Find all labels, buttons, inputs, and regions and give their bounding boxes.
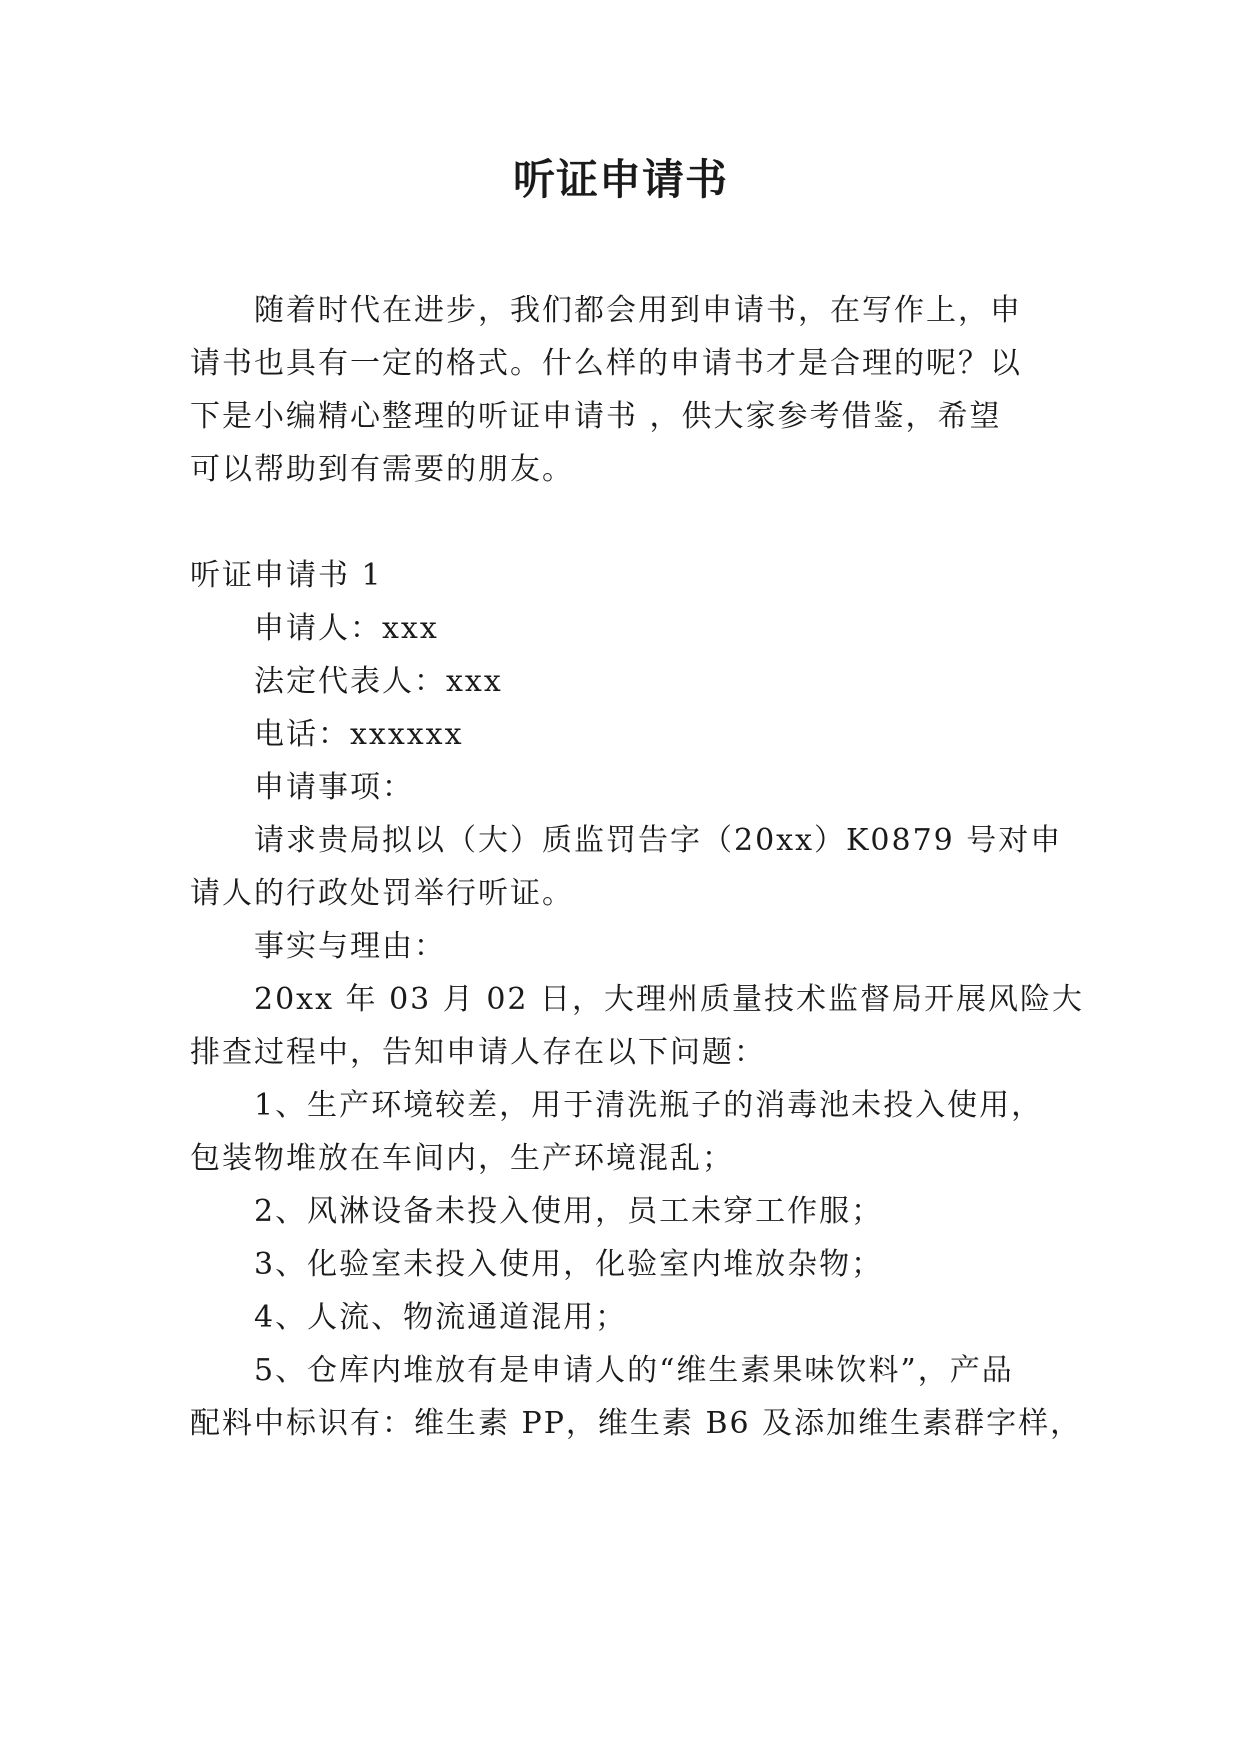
item-1-line-2: 包装物堆放在车间内，生产环境混乱； (190, 1141, 734, 1176)
request-line-1: 请求贵局拟以（大）质监罚告字（20xx）K0879 号对申 (254, 823, 1063, 858)
item-2: 2、风淋设备未投入使用，员工未穿工作服； (254, 1194, 884, 1229)
item-4: 4、人流、物流通道混用； (254, 1300, 628, 1335)
intro-line-2: 请书也具有一定的格式。什么样的申请书才是合理的呢？以 (190, 346, 1022, 381)
section-heading: 听证申请书 1 (190, 558, 383, 593)
item-5-line-1: 5、仓库内堆放有是申请人的“维生素果味饮料”，产品 (254, 1353, 1014, 1388)
facts-line-1: 20xx 年 03 月 02 日，大理州质量技术监督局开展风险大 (254, 982, 1085, 1017)
item-1-line-1: 1、生产环境较差，用于清洗瓶子的消毒池未投入使用， (254, 1088, 1044, 1123)
legal-rep-line: 法定代表人：xxx (254, 664, 503, 699)
item-5-line-2: 配料中标识有：维生素 PP，维生素 B6 及添加维生素群字样， (190, 1406, 1083, 1441)
facts-label: 事实与理由： (254, 929, 446, 964)
intro-line-3: 下是小编精心整理的听证申请书 ，供大家参考借鉴，希望 (190, 399, 1002, 434)
applicant-line: 申请人：xxx (254, 611, 439, 646)
intro-line-1: 随着时代在进步，我们都会用到申请书，在写作上，申 (254, 293, 1022, 328)
item-3: 3、化验室未投入使用，化验室内堆放杂物； (254, 1247, 884, 1282)
request-line-2: 请人的行政处罚举行听证。 (190, 876, 574, 911)
phone-line: 电话：xxxxxx (254, 717, 464, 752)
matters-label: 申请事项： (254, 770, 414, 805)
document-title: 听证申请书 (512, 155, 728, 204)
intro-line-4: 可以帮助到有需要的朋友。 (190, 452, 574, 487)
facts-line-2: 排查过程中，告知申请人存在以下问题： (190, 1035, 766, 1070)
